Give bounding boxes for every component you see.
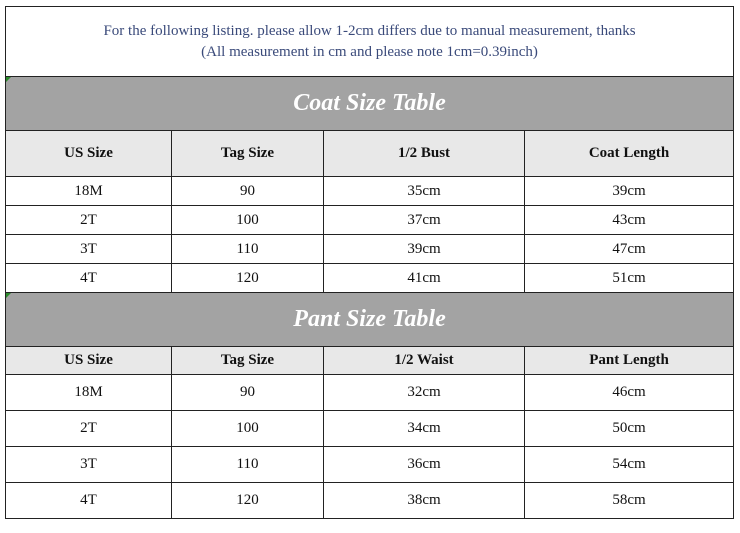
table-cell: 4T xyxy=(6,264,172,293)
table-cell: 41cm xyxy=(324,264,525,293)
table-cell: 43cm xyxy=(525,206,734,235)
table-row xyxy=(6,411,734,447)
table-cell: 3T xyxy=(6,235,172,264)
note-line-2: (All measurement in cm and please note 1cm=0.39inch) xyxy=(201,43,538,60)
table-cell: 2T xyxy=(6,206,172,235)
table-cell: 39cm xyxy=(324,235,525,264)
table-cell: 47cm xyxy=(525,235,734,264)
table-cell: 18M xyxy=(6,375,172,411)
table-row xyxy=(6,447,734,483)
pant-header-cell: 1/2 Waist xyxy=(324,347,525,375)
table-cell: 39cm xyxy=(525,177,734,206)
table-row xyxy=(6,206,734,235)
table-cell: 38cm xyxy=(324,483,525,519)
table-row xyxy=(6,177,734,206)
table-row xyxy=(6,483,734,519)
size-chart xyxy=(5,6,733,528)
table-cell: 110 xyxy=(172,447,324,483)
note-line-1: For the following listing. please allow 1-2cm differs due to manual measurement, thanks xyxy=(103,22,636,39)
table-cell: 34cm xyxy=(324,411,525,447)
pant-header-cell: US Size xyxy=(6,347,172,375)
table-cell: 100 xyxy=(172,206,324,235)
measurement-note xyxy=(6,7,734,77)
table-cell: 100 xyxy=(172,411,324,447)
table-cell: 3T xyxy=(6,447,172,483)
coat-table-title xyxy=(6,77,734,131)
table-cell: 4T xyxy=(6,483,172,519)
size-chart-table xyxy=(5,6,734,519)
table-row xyxy=(6,235,734,264)
cell-corner-marker xyxy=(6,293,11,298)
table-cell: 2T xyxy=(6,411,172,447)
table-row xyxy=(6,375,734,411)
cell-corner-marker xyxy=(6,77,11,82)
table-cell: 51cm xyxy=(525,264,734,293)
coat-header-cell: Coat Length xyxy=(525,131,734,177)
pant-table-title xyxy=(6,293,734,347)
table-cell: 32cm xyxy=(324,375,525,411)
table-cell: 58cm xyxy=(525,483,734,519)
table-cell: 50cm xyxy=(525,411,734,447)
table-cell: 120 xyxy=(172,264,324,293)
coat-header-cell: Tag Size xyxy=(172,131,324,177)
pant-header-cell: Pant Length xyxy=(525,347,734,375)
table-cell: 120 xyxy=(172,483,324,519)
table-cell: 90 xyxy=(172,375,324,411)
table-cell: 35cm xyxy=(324,177,525,206)
pant-header-cell: Tag Size xyxy=(172,347,324,375)
table-cell: 36cm xyxy=(324,447,525,483)
coat-header-cell: US Size xyxy=(6,131,172,177)
table-cell: 110 xyxy=(172,235,324,264)
table-cell: 54cm xyxy=(525,447,734,483)
table-row xyxy=(6,264,734,293)
table-cell: 18M xyxy=(6,177,172,206)
coat-title-text: Coat Size Table xyxy=(293,90,446,116)
table-cell: 90 xyxy=(172,177,324,206)
pant-title-text: Pant Size Table xyxy=(293,306,446,332)
coat-header-cell: 1/2 Bust xyxy=(324,131,525,177)
table-cell: 46cm xyxy=(525,375,734,411)
table-cell: 37cm xyxy=(324,206,525,235)
